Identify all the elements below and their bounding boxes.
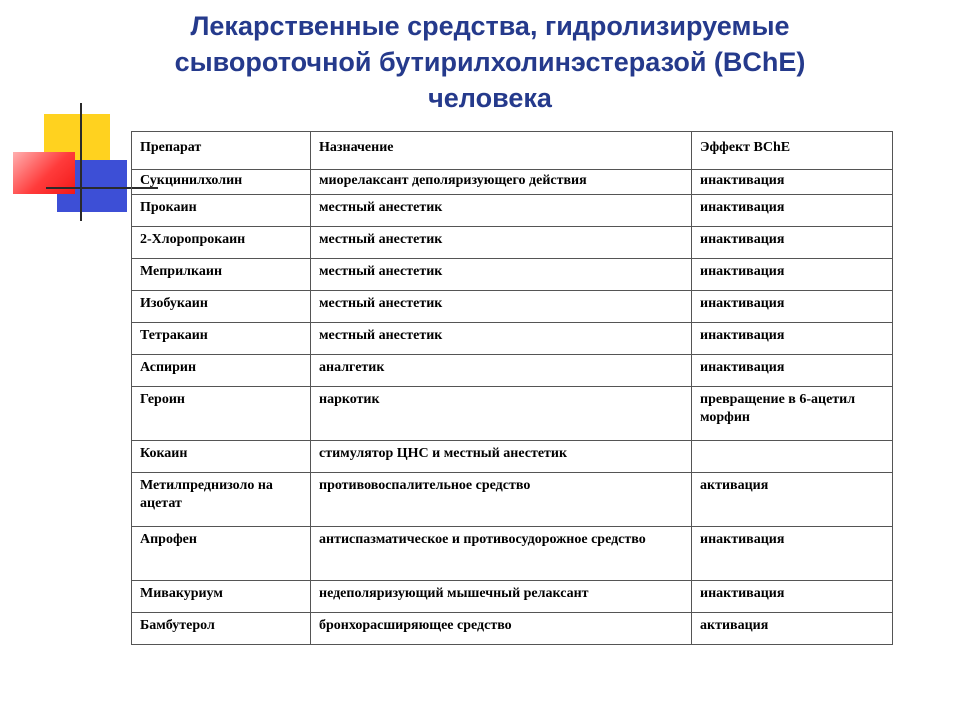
cell-purpose: местный анестетик bbox=[311, 323, 692, 355]
cell-effect: инактивация bbox=[692, 291, 893, 323]
cell-effect: активация bbox=[692, 613, 893, 645]
cell-effect: инактивация bbox=[692, 323, 893, 355]
cell-drug: Прокаин bbox=[132, 195, 311, 227]
cell-purpose: бронхорасширяющее средство bbox=[311, 613, 692, 645]
cell-drug: Мивакуриум bbox=[132, 581, 311, 613]
table-row bbox=[132, 441, 893, 473]
cell-drug: Аспирин bbox=[132, 355, 311, 387]
cell-drug: Меприлкаин bbox=[132, 259, 311, 291]
table-row bbox=[132, 387, 893, 441]
cell-purpose: недеполяризующий мышечный релаксант bbox=[311, 581, 692, 613]
cell-drug: Апрофен bbox=[132, 527, 311, 581]
cell-effect: активация bbox=[692, 473, 893, 527]
title-line-1: Лекарственные средства, гидролизируемые bbox=[190, 11, 790, 41]
table-row bbox=[132, 195, 893, 227]
cell-purpose: аналгетик bbox=[311, 355, 692, 387]
table-row bbox=[132, 527, 893, 581]
table-row bbox=[132, 473, 893, 527]
cell-purpose: противовоспалительное средство bbox=[311, 473, 692, 527]
cell-effect bbox=[692, 441, 893, 473]
cell-effect: инактивация bbox=[692, 355, 893, 387]
slide-title bbox=[60, 8, 920, 116]
table-row bbox=[132, 323, 893, 355]
cell-drug: Кокаин bbox=[132, 441, 311, 473]
cell-purpose: местный анестетик bbox=[311, 195, 692, 227]
cell-effect: инактивация bbox=[692, 259, 893, 291]
table-row bbox=[132, 581, 893, 613]
cell-effect: инактивация bbox=[692, 581, 893, 613]
cell-purpose: местный анестетик bbox=[311, 291, 692, 323]
table-row bbox=[132, 227, 893, 259]
cell-drug: 2-Хлоропрокаин bbox=[132, 227, 311, 259]
table-row bbox=[132, 613, 893, 645]
title-line-3: человека bbox=[428, 83, 552, 113]
cell-drug: Сукцинилхолин bbox=[132, 170, 311, 195]
cell-purpose: местный анестетик bbox=[311, 259, 692, 291]
cell-effect: инактивация bbox=[692, 227, 893, 259]
drugs-table bbox=[131, 131, 893, 645]
cell-purpose: миорелаксант деполяризующего действия bbox=[311, 170, 692, 195]
table-header-row bbox=[132, 132, 893, 170]
table-row bbox=[132, 291, 893, 323]
cell-effect: инактивация bbox=[692, 527, 893, 581]
title-line-2: сывороточной бутирилхолинэстеразой (BChE) bbox=[174, 47, 806, 77]
cell-purpose: наркотик bbox=[311, 387, 692, 441]
cell-drug: Героин bbox=[132, 387, 311, 441]
cell-effect: инактивация bbox=[692, 195, 893, 227]
cell-purpose: стимулятор ЦНС и местный анестетик bbox=[311, 441, 692, 473]
cell-purpose: местный анестетик bbox=[311, 227, 692, 259]
header-drug: Препарат bbox=[132, 132, 311, 170]
header-effect: Эффект BChE bbox=[692, 132, 893, 170]
table-row bbox=[132, 355, 893, 387]
cell-drug: Тетракаин bbox=[132, 323, 311, 355]
header-purpose: Назначение bbox=[311, 132, 692, 170]
table-row bbox=[132, 259, 893, 291]
cell-effect: превращение в 6-ацетил морфин bbox=[692, 387, 893, 441]
cell-purpose: антиспазматическое и противосудорожное средство bbox=[311, 527, 692, 581]
cell-drug: Изобукаин bbox=[132, 291, 311, 323]
cell-drug: Бамбутерол bbox=[132, 613, 311, 645]
cell-drug: Метилпреднизоло на ацетат bbox=[132, 473, 311, 527]
table-row bbox=[132, 170, 893, 195]
cell-effect: инактивация bbox=[692, 170, 893, 195]
decor-vertical-line bbox=[80, 103, 82, 221]
